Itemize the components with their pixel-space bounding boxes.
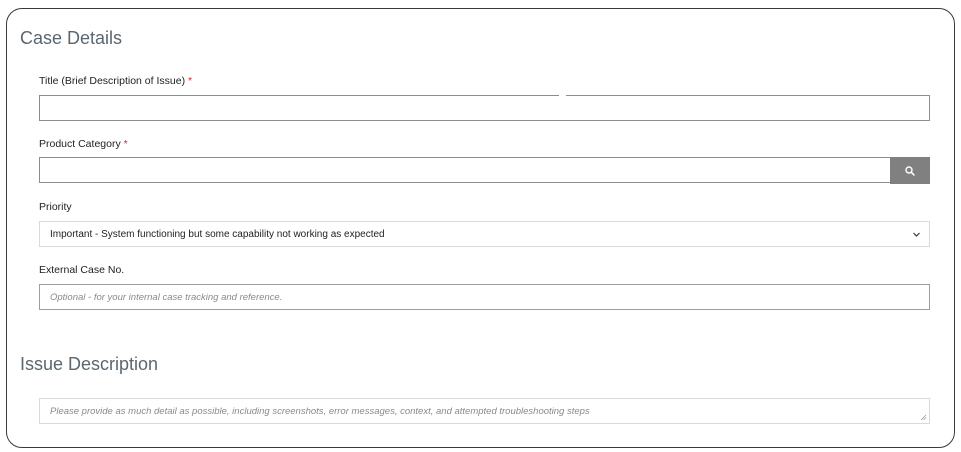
case-details-heading: Case Details (20, 28, 123, 48)
product-category-search-button[interactable] (890, 157, 930, 184)
input-border-gap (559, 93, 566, 96)
issue-description-heading: Issue Description (20, 354, 159, 374)
title-label: Title (Brief Description of Issue) * (39, 75, 193, 87)
issue-description-textarea[interactable] (39, 398, 930, 424)
chevron-down-icon (912, 230, 921, 239)
external-case-label: External Case No. (39, 264, 125, 276)
resize-grip-icon[interactable] (920, 414, 927, 421)
product-category-input[interactable] (39, 157, 891, 183)
issue-description-placeholder: Please provide as much detail as possible, including screenshots, error messages, context, and attempted troubleshooting steps (50, 406, 590, 417)
search-icon (905, 166, 915, 176)
external-case-placeholder: Optional - for your internal case tracking and reference. (50, 292, 283, 303)
priority-label: Priority (39, 201, 72, 213)
priority-selected-value: Important - System functioning but some capability not working as expected (50, 229, 385, 240)
required-mark: * (123, 138, 128, 150)
product-category-label: Product Category * (39, 138, 128, 150)
required-mark: * (188, 75, 193, 87)
title-input[interactable] (39, 95, 930, 121)
priority-select[interactable] (39, 221, 930, 247)
external-case-input[interactable] (39, 284, 930, 310)
